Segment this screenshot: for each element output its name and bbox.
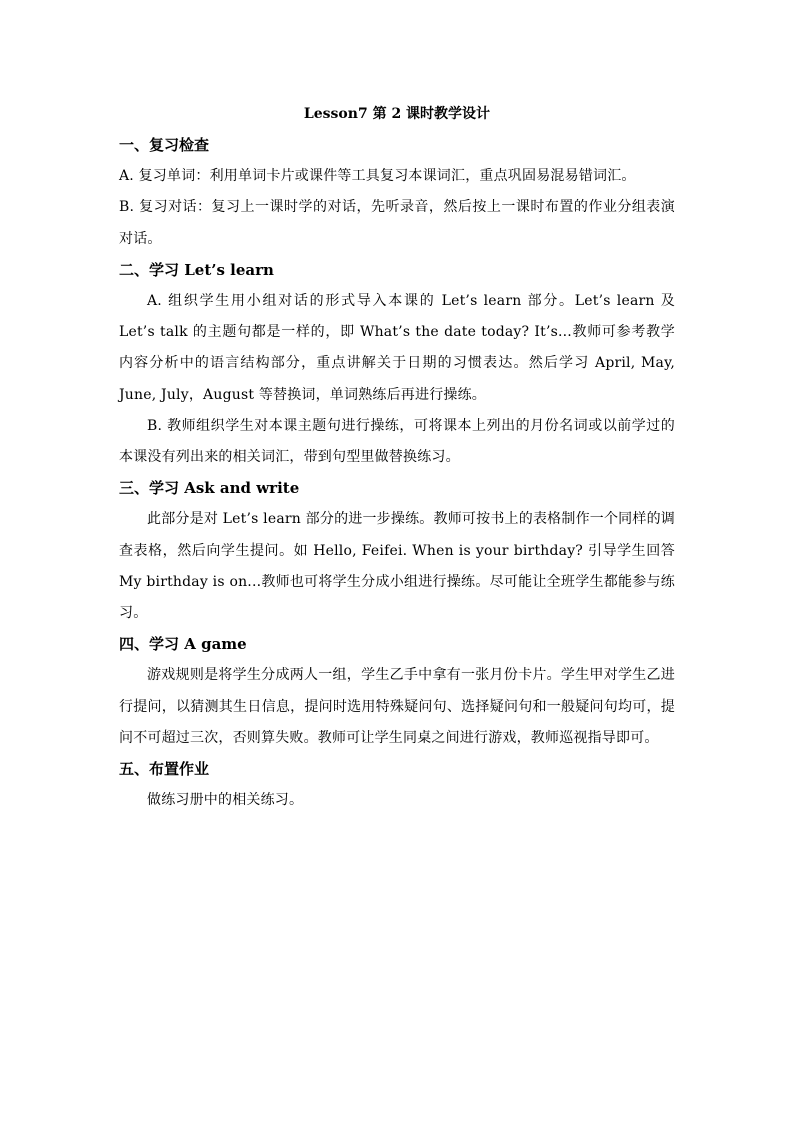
section-heading-a-game: 四、学习 A game xyxy=(119,635,247,654)
section-heading-homework: 五、布置作业 xyxy=(119,760,210,779)
document-body xyxy=(119,102,675,816)
paragraph-ask-and-write: 此部分是对 Let’s learn 部分的进一步操练。教师可按书上的表格制作一个同样的调查表格，然后向学生提问。如 Hello, Feifei. When is your birthday? 引导学生回答 My birthday is on...教师也可将学生分成小组进行操练。尽可能让全班学生都能参与练习。 xyxy=(119,511,675,622)
paragraph-a-game: 游戏规则是将学生分成两人一组，学生乙手中拿有一张月份卡片。学生甲对学生乙进行提问，以猜测其生日信息，提问时选用特殊疑问句、选择疑问句和一般疑问句均可，提问不可超过三次，否则算失败。教师可让学生同桌之间进行游戏，教师巡视指导即可。 xyxy=(119,667,675,746)
paragraph-review-words: A. 复习单词：利用单词卡片或课件等工具复习本课词汇，重点巩固易混易错词汇。 xyxy=(119,168,636,185)
section-heading-lets-learn: 二、学习 Let’s learn xyxy=(119,260,274,279)
paragraph-lets-learn-a: A. 组织学生用小组对话的形式导入本课的 Let’s learn 部分。Let’s learn 及 Let’s talk 的主题句都是一样的，即 What’s the date today? It’s...教师可参考教学内容分析中的语言结构部分，重点讲解关于日期的习惯表达。然后学习 April, May, June, July，August 等替换词，单词熟练后再进行操练。 xyxy=(119,293,675,403)
section-heading-review: 一、复习检查 xyxy=(119,136,210,154)
document-title: Lesson7 第 2 课时教学设计 xyxy=(303,106,491,122)
section-heading-ask-and-write: 三、学习 Ask and write xyxy=(119,479,300,498)
paragraph-review-dialogue: B. 复习对话：复习上一课时学的对话，先听录音，然后按上一课时布置的作业分组表演对话。 xyxy=(119,199,675,247)
paragraph-lets-learn-b: B. 教师组织学生对本课主题句进行操练，可将课本上列出的月份名词或以前学过的本课没有列出来的相关词汇，带到句型里做替换练习。 xyxy=(119,417,675,466)
paragraph-homework: 做练习册中的相关练习。 xyxy=(147,792,304,809)
